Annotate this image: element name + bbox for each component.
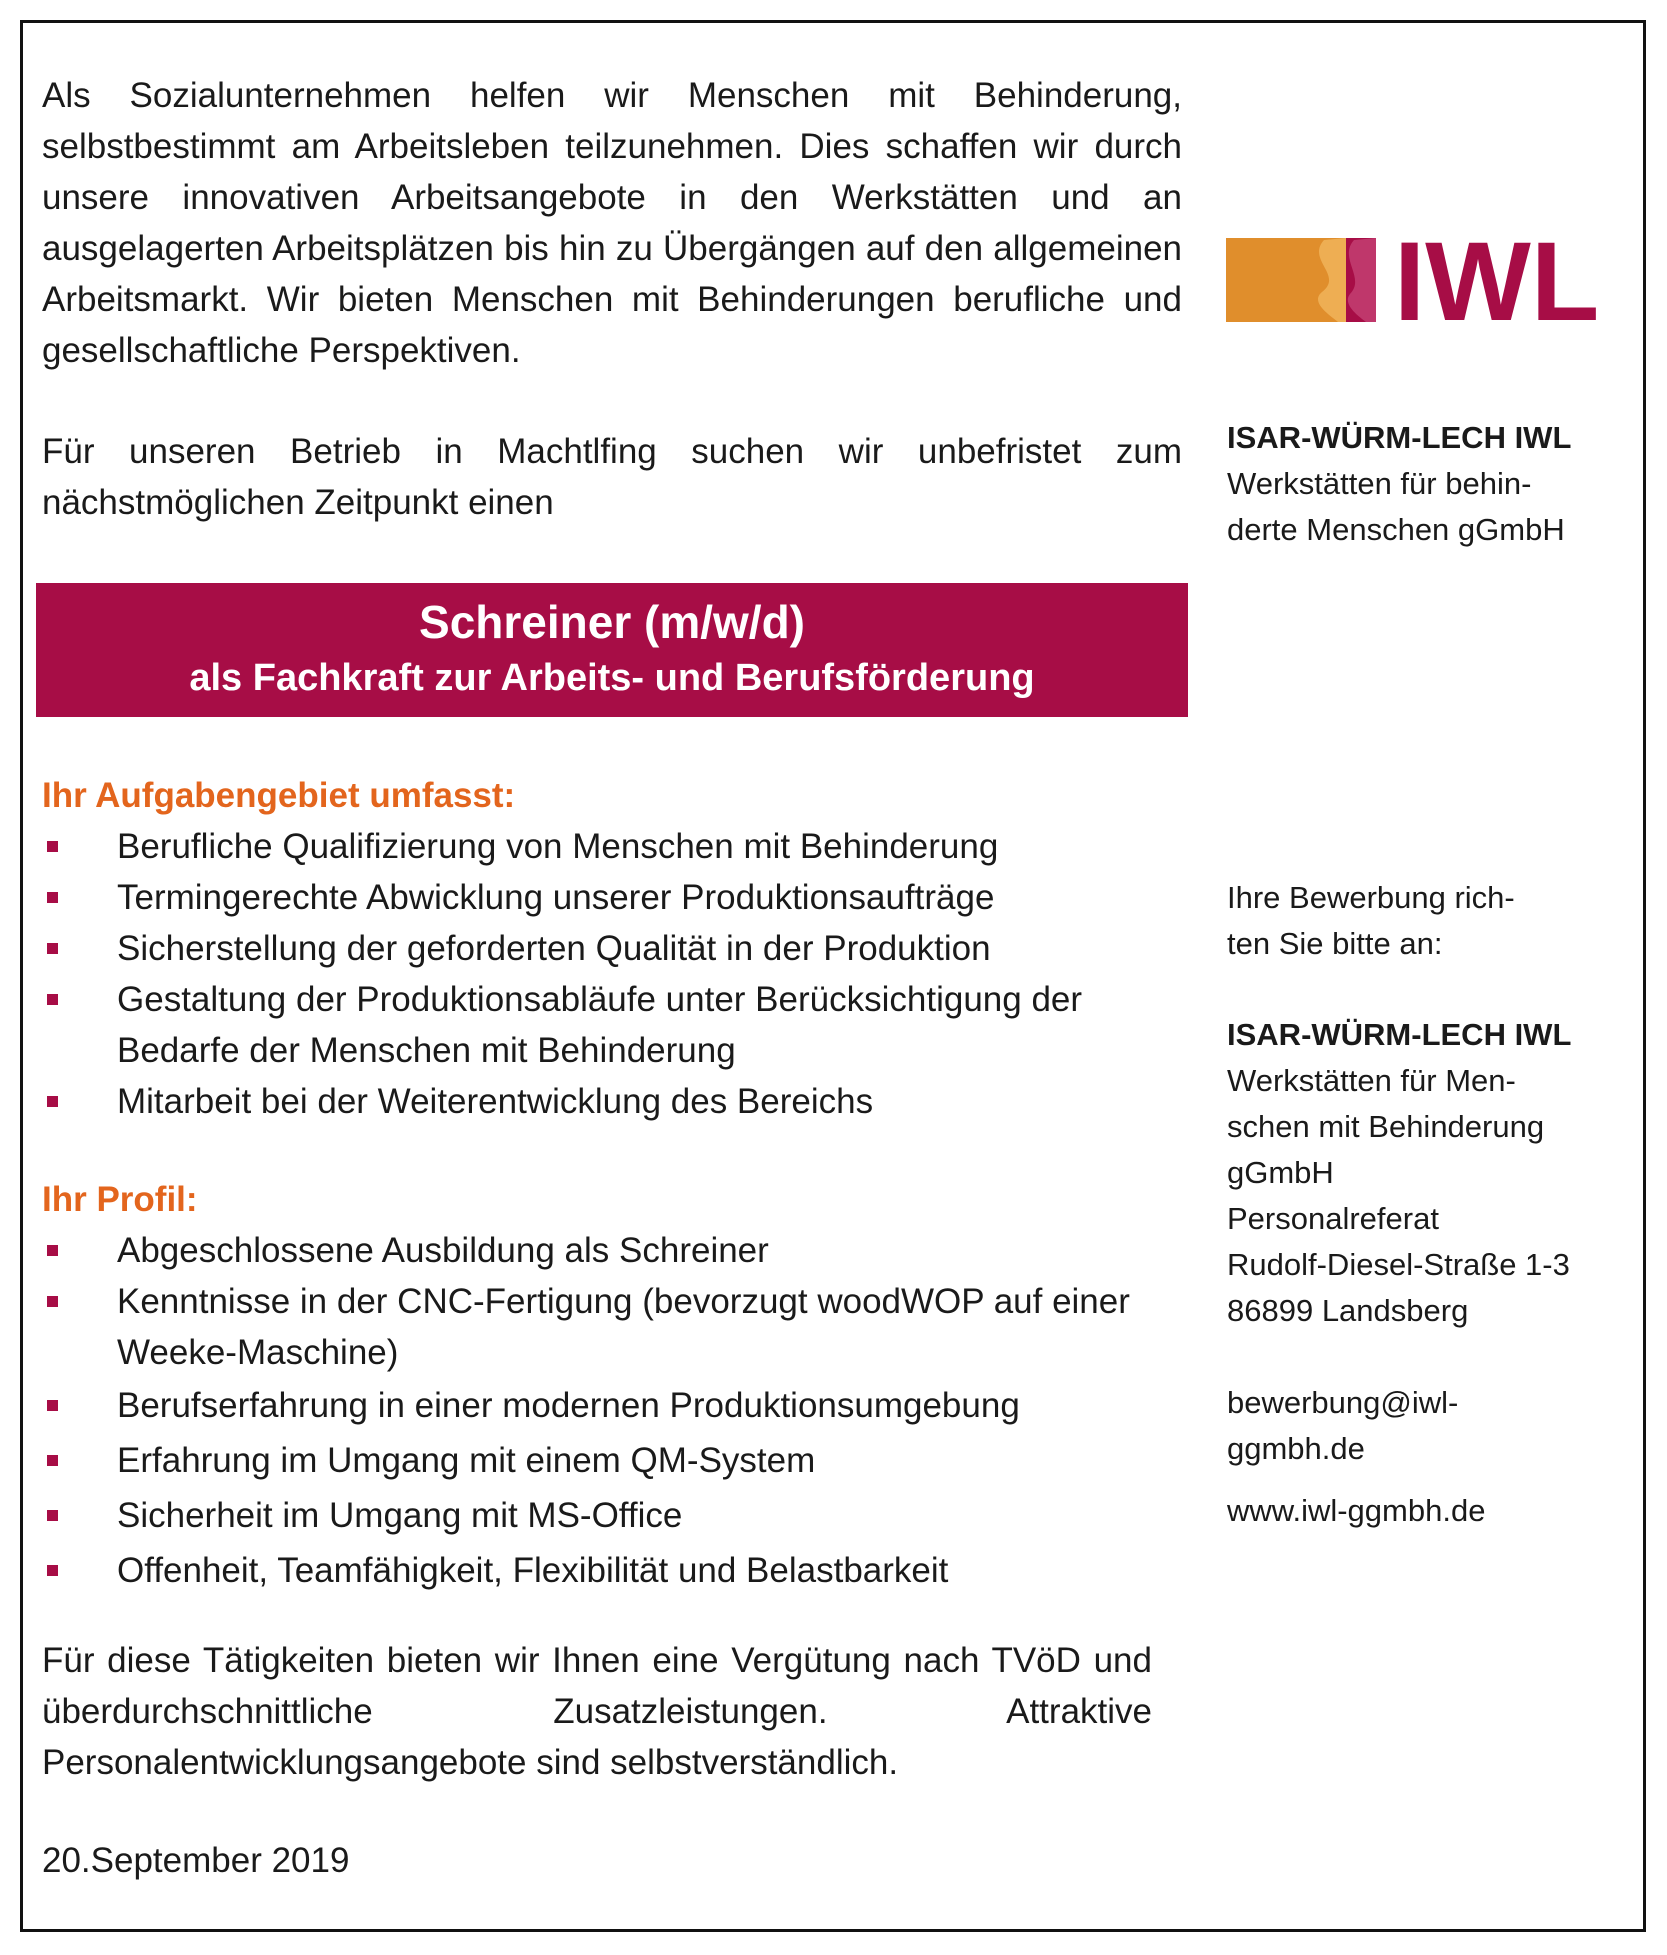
publication-date: 20.September 2019 <box>42 1841 350 1880</box>
profile-heading: Ihr Profil: <box>42 1180 198 1219</box>
contact-block <box>1227 1380 1627 1534</box>
tasks-list <box>42 821 1192 1127</box>
list-item: Berufliche Qualifizierung von Menschen mit Behinderung <box>42 821 1192 872</box>
bullet-square-icon <box>47 1096 58 1107</box>
bullet-square-icon <box>47 1400 58 1411</box>
bullet-square-icon <box>47 892 58 903</box>
bullet-square-icon <box>47 1245 58 1256</box>
email-link[interactable]: bewerbung@iwl- <box>1227 1385 1459 1420</box>
offer-paragraph: Für diese Tätigkeiten bieten wir Ihnen eine Vergütung nach TVöD und überdurchschnittliche Zusatzleistungen. Attraktive Personalentwicklungsangebote sind selbstverständlich. <box>42 1641 1152 1782</box>
offer-section <box>42 1635 1152 1788</box>
job-title: Schreiner (m/w/d) <box>419 596 805 648</box>
job-title-banner <box>36 583 1188 717</box>
address-line: Werkstätten für Men- <box>1227 1063 1516 1098</box>
list-item: Sicherheit im Umgang mit MS-Office <box>42 1490 1192 1541</box>
list-item: Erfahrung im Umgang mit einem QM-System <box>42 1435 1192 1486</box>
profile-list <box>42 1225 1192 1596</box>
address-line: 86899 Landsberg <box>1227 1293 1469 1328</box>
location-paragraph: Für unseren Betrieb in Machtlfing suchen wir unbefristet zum nächstmöglichen Zeitpunkt einen <box>42 432 1182 522</box>
profile-section <box>42 1175 1192 1596</box>
bullet-square-icon <box>47 994 58 1005</box>
address-line: Rudolf-Diesel-Straße 1-3 <box>1227 1247 1570 1282</box>
intro-section <box>42 70 1182 528</box>
list-item: Abgeschlossene Ausbildung als Schreiner <box>42 1225 1192 1276</box>
bullet-square-icon <box>47 1455 58 1466</box>
apply-line: Ihre Bewerbung rich- <box>1227 880 1515 915</box>
tasks-heading: Ihr Aufgabengebiet umfasst: <box>42 776 516 815</box>
company-info <box>1227 415 1627 553</box>
bullet-square-icon <box>47 1565 58 1576</box>
job-subtitle: als Fachkraft zur Arbeits- und Berufsförderung <box>189 657 1035 699</box>
list-item: Kenntnisse in der CNC-Fertigung (bevorzugt woodWOP auf einer Weeke-Maschine) <box>42 1276 1192 1378</box>
company-line: Werkstätten für behin- <box>1227 466 1532 501</box>
list-item: Termingerechte Abwicklung unserer Produktionsaufträge <box>42 872 1192 923</box>
company-line: derte Menschen gGmbH <box>1227 512 1565 547</box>
iwl-logo <box>1226 230 1626 330</box>
list-item: Gestaltung der Produktionsabläufe unter Berücksichtigung der Bedarfe der Menschen mit Behinderung <box>42 974 1192 1076</box>
intro-paragraph: Als Sozialunternehmen helfen wir Menschen mit Behinderung, selbstbestimmt am Arbeitsleben teilzunehmen. Dies schaffen wir durch unsere innovativen Arbeitsangebote in den Werkstätten und an ausgelagerten Arbeitsplätzen bis hin zu Übergängen auf den allgemeinen Arbeitsmarkt. Wir bieten Menschen mit Behinderungen berufliche und gesellschaftliche Perspektiven. <box>42 76 1182 370</box>
bullet-square-icon <box>47 943 58 954</box>
email-link[interactable]: ggmbh.de <box>1227 1431 1365 1466</box>
list-item: Mitarbeit bei der Weiterentwicklung des Bereichs <box>42 1076 1192 1127</box>
logo-text: IWL <box>1394 230 1600 330</box>
address-block <box>1227 1012 1627 1334</box>
list-item: Sicherstellung der geforderten Qualität in der Produktion <box>42 923 1192 974</box>
company-name: ISAR-WÜRM-LECH IWL <box>1227 420 1572 455</box>
list-item: Offenheit, Teamfähigkeit, Flexibilität und Belastbarkeit <box>42 1545 1192 1596</box>
address-line: Personalreferat <box>1227 1201 1439 1236</box>
apply-line: ten Sie bitte an: <box>1227 926 1443 961</box>
website-link[interactable]: www.iwl-ggmbh.de <box>1227 1493 1486 1528</box>
address-line: schen mit Behinderung <box>1227 1109 1545 1144</box>
logo-graphic <box>1226 230 1626 330</box>
bullet-square-icon <box>47 1510 58 1521</box>
address-name: ISAR-WÜRM-LECH IWL <box>1227 1017 1572 1052</box>
list-item: Berufserfahrung in einer modernen Produktionsumgebung <box>42 1380 1192 1431</box>
application-info <box>1227 875 1627 967</box>
tasks-section <box>42 771 1192 1127</box>
bullet-square-icon <box>47 841 58 852</box>
address-line: gGmbH <box>1227 1155 1334 1190</box>
bullet-square-icon <box>47 1296 58 1307</box>
